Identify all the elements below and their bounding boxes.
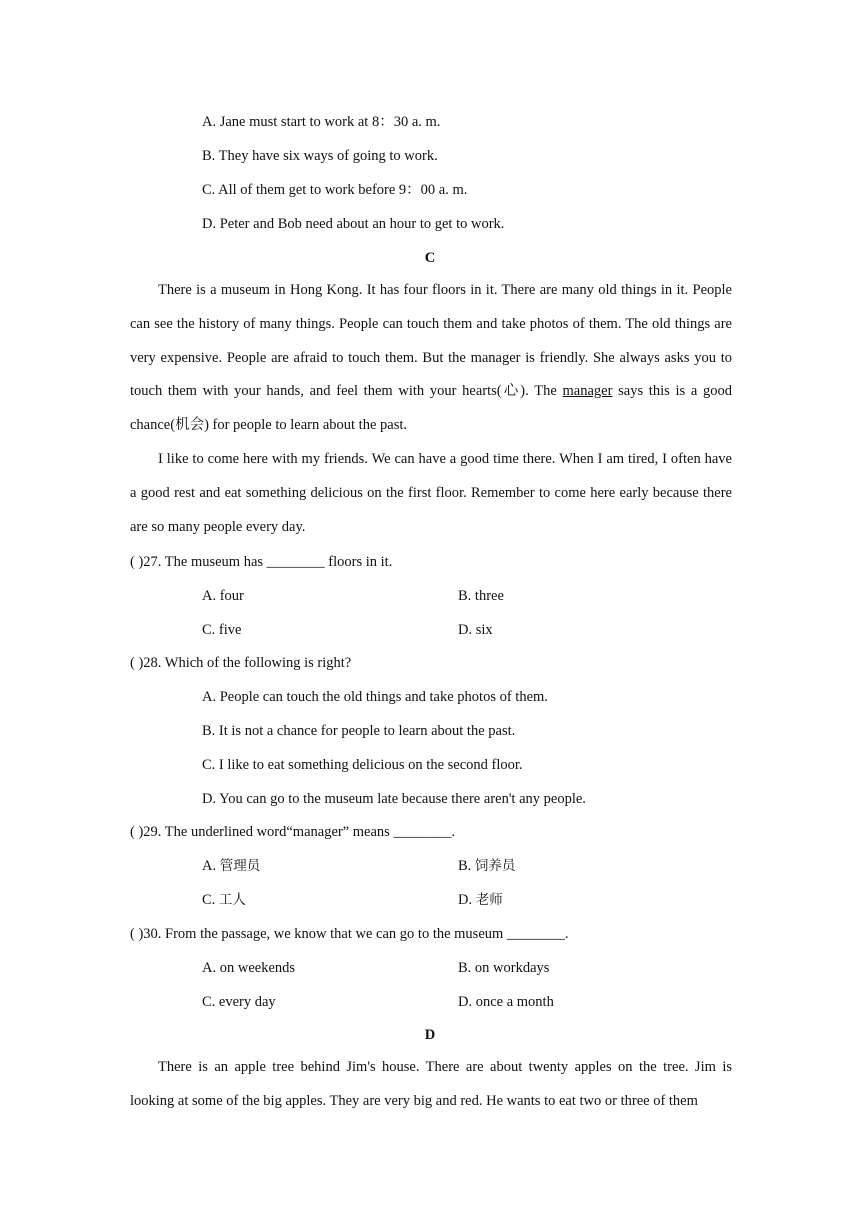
question-30-option-b: B. on workdays (458, 960, 550, 976)
question-29-option-d (458, 891, 503, 909)
option-letter: D. (458, 892, 473, 908)
option-text: 老师 (475, 892, 503, 908)
question-28-option-d: D. You can go to the museum late because there aren't any people. (202, 791, 586, 807)
question-29-option-c (202, 891, 246, 909)
option-a: A. Jane must start to work at 8：30 a. m. (202, 114, 441, 130)
option-d: D. Peter and Bob need about an hour to get to work. (202, 216, 505, 232)
question-29-stem: ( )29. The underlined word“manager” means ________. (130, 824, 456, 840)
option-text: 管理员 (219, 858, 261, 874)
question-27-stem: ( )27. The museum has ________ floors in it. (130, 554, 393, 570)
section-title-c: C (424, 250, 436, 266)
option-text: 饲养员 (474, 858, 516, 874)
question-27-option-d: D. six (458, 622, 493, 638)
option-letter: B. (458, 858, 472, 874)
question-27-option-a: A. four (202, 588, 244, 604)
question-29-option-b (458, 857, 515, 875)
passage-d-paragraph-1: There is an apple tree behind Jim's house. There are about twenty apples on the tree. Jim is looking at some of the big apples. They are very big and red. He wants to eat two or three of them (130, 1059, 732, 1109)
question-28-option-c: C. I like to eat something delicious on the second floor. (202, 757, 523, 773)
passage-c-paragraph-2: I like to come here with my friends. We can have a good time there. When I am tired, I often have a good rest and eat something delicious on the first floor. Remember to come here early because there are so many people every day. (130, 451, 732, 535)
question-28-stem: ( )28. Which of the following is right? (130, 655, 352, 671)
section-title-d: D (424, 1027, 436, 1043)
question-30-stem: ( )30. From the passage, we know that we can go to the museum ________. (130, 926, 569, 942)
question-27-option-c: C. five (202, 622, 242, 638)
question-27-option-b: B. three (458, 588, 504, 604)
question-30-option-c: C. every day (202, 994, 276, 1010)
question-28-option-a: A. People can touch the old things and take photos of them. (202, 689, 548, 705)
passage-c-paragraph-1 (130, 274, 732, 443)
question-30-option-d: D. once a month (458, 994, 554, 1010)
question-28-option-b: B. It is not a chance for people to learn about the past. (202, 723, 516, 739)
underlined-word-manager: manager (562, 383, 613, 400)
option-c: C. All of them get to work before 9：00 a. m. (202, 182, 468, 198)
option-letter: A. (202, 858, 217, 874)
passage-text: says this is a good chance(机会) for people to learn about the past. (130, 383, 733, 434)
question-30-option-a: A. on weekends (202, 960, 296, 976)
option-b: B. They have six ways of going to work. (202, 148, 438, 164)
option-text: 工人 (218, 892, 246, 908)
option-letter: C. (202, 892, 216, 908)
question-29-option-a (202, 857, 260, 875)
passage-text: There is a museum in Hong Kong. It has four floors in it. There are many old things in it. People can see the history of many things. People can touch them and take photos of them. The old things are very expensive. People are afraid to touch them. But the manager is friendly. She always asks you to touch them with your hands, and feel them with your hearts(心). The (130, 282, 732, 400)
